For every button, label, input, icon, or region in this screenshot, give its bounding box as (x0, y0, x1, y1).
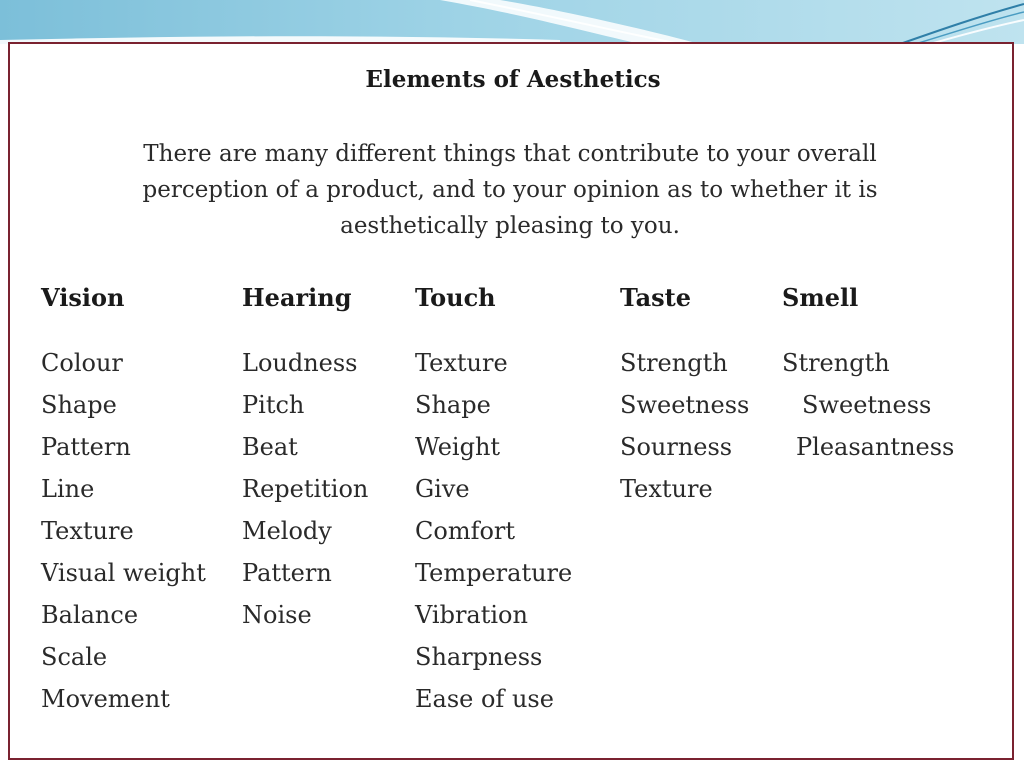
list-item: Beat (242, 433, 298, 461)
column-vision (41, 280, 206, 720)
column-list (620, 342, 749, 510)
list-item: Scale (41, 643, 108, 671)
slide-title: Elements of Aesthetics (365, 66, 661, 93)
column-smell (782, 280, 954, 468)
decorative-top-band (0, 0, 1024, 44)
list-item: Vibration (415, 601, 528, 629)
list-item: Ease of use (415, 685, 554, 713)
column-list (242, 342, 368, 636)
column-list (41, 342, 206, 720)
list-item: Pattern (41, 433, 131, 461)
list-item: Strength (782, 349, 890, 377)
list-item: Sweetness (620, 391, 750, 419)
list-item: Movement (41, 685, 170, 713)
list-item: Texture (41, 517, 134, 545)
list-item: Shape (415, 391, 491, 419)
list-item: Pattern (242, 559, 332, 587)
column-hearing (242, 280, 368, 636)
intro-text: There are many different things that contribute to your overall perception of a product, and to your opinion as to whether it is aesthetically pleasing to you. (142, 141, 878, 239)
list-item: Sharpness (415, 643, 543, 671)
list-item: Texture (415, 349, 508, 377)
column-list (782, 342, 954, 468)
column-heading: Smell (782, 283, 859, 312)
column-taste (620, 280, 749, 510)
list-item: Colour (41, 349, 123, 377)
column-list (415, 342, 572, 720)
list-item: Shape (41, 391, 117, 419)
column-touch (415, 280, 572, 720)
list-item: Balance (41, 601, 139, 629)
list-item: Line (41, 475, 95, 503)
list-item: Visual weight (41, 559, 206, 587)
list-item: Texture (620, 475, 713, 503)
list-item: Melody (242, 517, 332, 545)
column-heading: Taste (620, 283, 691, 312)
list-item: Noise (242, 601, 312, 629)
list-item: Temperature (415, 559, 573, 587)
list-item: Comfort (415, 517, 516, 545)
list-item: Sourness (620, 433, 733, 461)
list-item: Sweetness (802, 391, 932, 419)
list-item: Strength (620, 349, 728, 377)
content-card (8, 42, 1014, 760)
list-item: Repetition (242, 475, 369, 503)
column-heading: Vision (41, 283, 125, 312)
list-item: Weight (415, 433, 501, 461)
list-item: Loudness (242, 349, 358, 377)
column-heading: Hearing (242, 283, 352, 312)
list-item: Pleasantness (796, 433, 955, 461)
list-item: Give (415, 475, 470, 503)
column-heading: Touch (415, 283, 496, 312)
list-item: Pitch (242, 391, 305, 419)
